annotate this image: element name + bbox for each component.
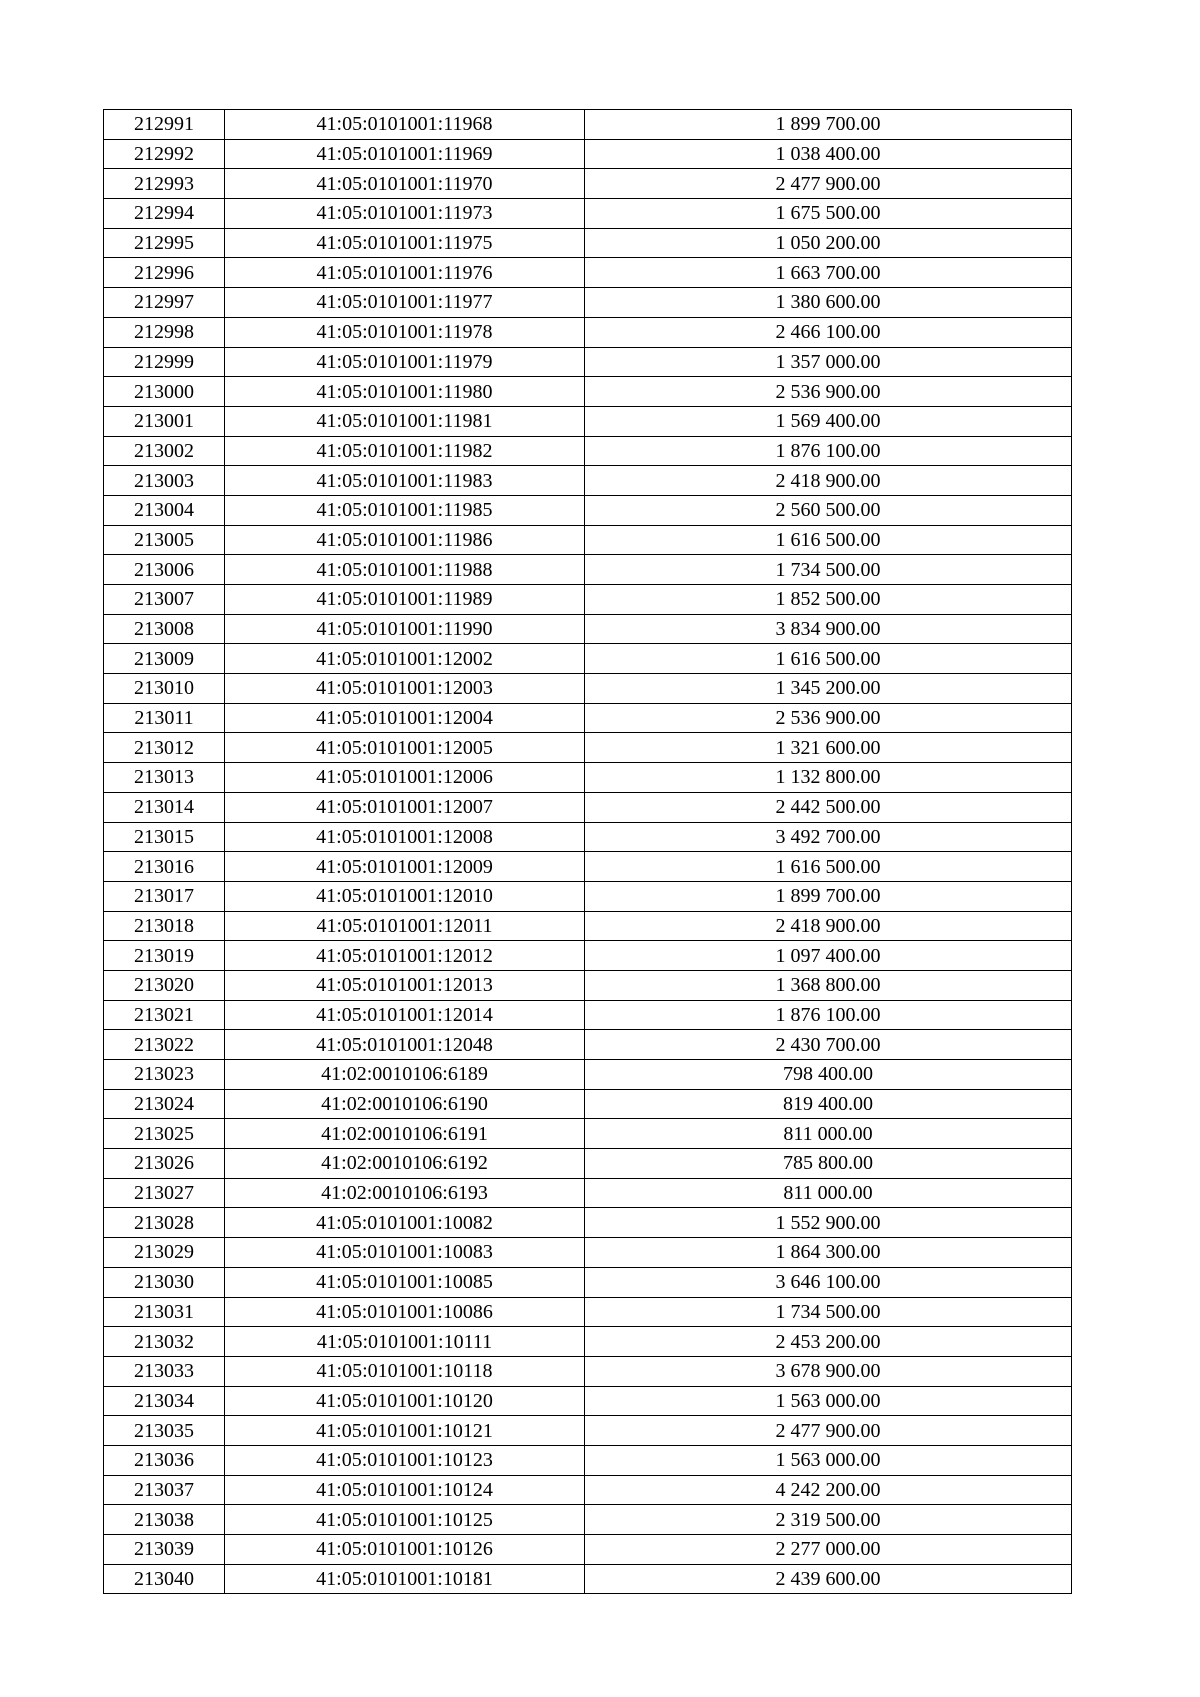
cadastral-value-cell: 3 678 900.00 — [585, 1356, 1072, 1386]
cadastral-value-cell: 1 663 700.00 — [585, 258, 1072, 288]
table-row — [104, 1208, 1072, 1238]
cadastral-value-cell: 1 616 500.00 — [585, 525, 1072, 555]
table-row — [104, 911, 1072, 941]
row-number-cell: 213029 — [104, 1238, 225, 1268]
row-number-cell: 213026 — [104, 1149, 225, 1179]
cadastral-number-cell: 41:05:0101001:10126 — [225, 1535, 585, 1565]
cadastral-value-cell: 2 536 900.00 — [585, 703, 1072, 733]
cadastral-number-cell: 41:02:0010106:6189 — [225, 1060, 585, 1090]
cadastral-number-cell: 41:05:0101001:12003 — [225, 674, 585, 704]
cadastral-number-cell: 41:05:0101001:12048 — [225, 1030, 585, 1060]
table-row — [104, 110, 1072, 140]
cadastral-number-cell: 41:05:0101001:12005 — [225, 733, 585, 763]
row-number-cell: 213039 — [104, 1535, 225, 1565]
row-number-cell: 213013 — [104, 763, 225, 793]
cadastral-number-cell: 41:05:0101001:11986 — [225, 525, 585, 555]
cadastral-value-cell: 1 097 400.00 — [585, 941, 1072, 971]
table-row — [104, 1564, 1072, 1594]
cadastral-value-cell: 819 400.00 — [585, 1089, 1072, 1119]
cadastral-value-table — [103, 109, 1072, 1594]
cadastral-value-cell: 1 563 000.00 — [585, 1445, 1072, 1475]
table-row — [104, 852, 1072, 882]
row-number-cell: 212998 — [104, 317, 225, 347]
row-number-cell: 213011 — [104, 703, 225, 733]
table-row — [104, 228, 1072, 258]
cadastral-number-cell: 41:05:0101001:10085 — [225, 1267, 585, 1297]
row-number-cell: 213007 — [104, 585, 225, 615]
cadastral-value-cell: 3 646 100.00 — [585, 1267, 1072, 1297]
cadastral-value-cell: 2 536 900.00 — [585, 377, 1072, 407]
cadastral-value-cell: 1 132 800.00 — [585, 763, 1072, 793]
table-row — [104, 792, 1072, 822]
cadastral-number-cell: 41:05:0101001:10083 — [225, 1238, 585, 1268]
row-number-cell: 212994 — [104, 199, 225, 229]
row-number-cell: 213012 — [104, 733, 225, 763]
row-number-cell: 213038 — [104, 1505, 225, 1535]
table-row — [104, 1297, 1072, 1327]
table-row — [104, 1149, 1072, 1179]
row-number-cell: 213030 — [104, 1267, 225, 1297]
row-number-cell: 213018 — [104, 911, 225, 941]
table-row — [104, 288, 1072, 318]
row-number-cell: 212999 — [104, 347, 225, 377]
cadastral-number-cell: 41:05:0101001:11981 — [225, 406, 585, 436]
cadastral-value-cell: 1 357 000.00 — [585, 347, 1072, 377]
cadastral-number-cell: 41:05:0101001:11985 — [225, 495, 585, 525]
cadastral-value-cell: 1 734 500.00 — [585, 555, 1072, 585]
row-number-cell: 212995 — [104, 228, 225, 258]
cadastral-value-cell: 2 439 600.00 — [585, 1564, 1072, 1594]
row-number-cell: 213014 — [104, 792, 225, 822]
row-number-cell: 213008 — [104, 614, 225, 644]
cadastral-number-cell: 41:05:0101001:11989 — [225, 585, 585, 615]
cadastral-value-cell: 1 552 900.00 — [585, 1208, 1072, 1238]
cadastral-value-cell: 811 000.00 — [585, 1178, 1072, 1208]
row-number-cell: 213017 — [104, 881, 225, 911]
cadastral-value-cell: 1 569 400.00 — [585, 406, 1072, 436]
cadastral-value-cell: 2 442 500.00 — [585, 792, 1072, 822]
table-row — [104, 169, 1072, 199]
cadastral-number-cell: 41:05:0101001:11968 — [225, 110, 585, 140]
cadastral-number-cell: 41:05:0101001:11988 — [225, 555, 585, 585]
table-row — [104, 406, 1072, 436]
cadastral-value-cell: 4 242 200.00 — [585, 1475, 1072, 1505]
table-row — [104, 466, 1072, 496]
table-row — [104, 1475, 1072, 1505]
table-row — [104, 703, 1072, 733]
table-row — [104, 822, 1072, 852]
row-number-cell: 213040 — [104, 1564, 225, 1594]
row-number-cell: 213002 — [104, 436, 225, 466]
table-row — [104, 614, 1072, 644]
cadastral-value-cell: 2 277 000.00 — [585, 1535, 1072, 1565]
cadastral-value-cell: 1 899 700.00 — [585, 110, 1072, 140]
table-row — [104, 495, 1072, 525]
row-number-cell: 213036 — [104, 1445, 225, 1475]
row-number-cell: 213025 — [104, 1119, 225, 1149]
row-number-cell: 213027 — [104, 1178, 225, 1208]
table-row — [104, 139, 1072, 169]
cadastral-number-cell: 41:05:0101001:10082 — [225, 1208, 585, 1238]
cadastral-number-cell: 41:05:0101001:10124 — [225, 1475, 585, 1505]
cadastral-number-cell: 41:02:0010106:6190 — [225, 1089, 585, 1119]
table-row — [104, 1178, 1072, 1208]
cadastral-number-cell: 41:05:0101001:12013 — [225, 970, 585, 1000]
cadastral-value-cell: 1 734 500.00 — [585, 1297, 1072, 1327]
cadastral-number-cell: 41:05:0101001:12006 — [225, 763, 585, 793]
table-row — [104, 1445, 1072, 1475]
cadastral-number-cell: 41:05:0101001:11982 — [225, 436, 585, 466]
cadastral-value-cell: 1 050 200.00 — [585, 228, 1072, 258]
cadastral-value-cell: 2 430 700.00 — [585, 1030, 1072, 1060]
cadastral-value-cell: 2 418 900.00 — [585, 911, 1072, 941]
row-number-cell: 213003 — [104, 466, 225, 496]
cadastral-value-cell: 1 899 700.00 — [585, 881, 1072, 911]
row-number-cell: 213033 — [104, 1356, 225, 1386]
cadastral-number-cell: 41:05:0101001:10086 — [225, 1297, 585, 1327]
cadastral-value-cell: 811 000.00 — [585, 1119, 1072, 1149]
table-row — [104, 1030, 1072, 1060]
table-row — [104, 674, 1072, 704]
table-row — [104, 347, 1072, 377]
cadastral-number-cell: 41:05:0101001:11975 — [225, 228, 585, 258]
cadastral-number-cell: 41:02:0010106:6192 — [225, 1149, 585, 1179]
cadastral-number-cell: 41:05:0101001:12009 — [225, 852, 585, 882]
table-row — [104, 1327, 1072, 1357]
row-number-cell: 213032 — [104, 1327, 225, 1357]
table-row — [104, 317, 1072, 347]
cadastral-value-cell: 1 616 500.00 — [585, 852, 1072, 882]
table-row — [104, 1000, 1072, 1030]
cadastral-number-cell: 41:05:0101001:12014 — [225, 1000, 585, 1030]
cadastral-value-cell: 2 466 100.00 — [585, 317, 1072, 347]
cadastral-value-cell: 1 368 800.00 — [585, 970, 1072, 1000]
row-number-cell: 213023 — [104, 1060, 225, 1090]
cadastral-value-cell: 1 321 600.00 — [585, 733, 1072, 763]
row-number-cell: 213006 — [104, 555, 225, 585]
table-row — [104, 1238, 1072, 1268]
cadastral-value-cell: 1 345 200.00 — [585, 674, 1072, 704]
row-number-cell: 213020 — [104, 970, 225, 1000]
row-number-cell: 213009 — [104, 644, 225, 674]
cadastral-number-cell: 41:05:0101001:12012 — [225, 941, 585, 971]
cadastral-value-cell: 3 492 700.00 — [585, 822, 1072, 852]
cadastral-value-cell: 2 418 900.00 — [585, 466, 1072, 496]
row-number-cell: 212991 — [104, 110, 225, 140]
cadastral-number-cell: 41:05:0101001:11977 — [225, 288, 585, 318]
row-number-cell: 213028 — [104, 1208, 225, 1238]
table-row — [104, 1416, 1072, 1446]
cadastral-number-cell: 41:02:0010106:6193 — [225, 1178, 585, 1208]
row-number-cell: 213004 — [104, 495, 225, 525]
cadastral-number-cell: 41:05:0101001:11970 — [225, 169, 585, 199]
cadastral-value-cell: 1 876 100.00 — [585, 436, 1072, 466]
table-row — [104, 585, 1072, 615]
cadastral-number-cell: 41:05:0101001:12011 — [225, 911, 585, 941]
row-number-cell: 212997 — [104, 288, 225, 318]
table-row — [104, 1356, 1072, 1386]
cadastral-value-cell: 2 319 500.00 — [585, 1505, 1072, 1535]
table-row — [104, 881, 1072, 911]
cadastral-number-cell: 41:05:0101001:10125 — [225, 1505, 585, 1535]
cadastral-number-cell: 41:05:0101001:12002 — [225, 644, 585, 674]
cadastral-number-cell: 41:05:0101001:11973 — [225, 199, 585, 229]
table-row — [104, 555, 1072, 585]
cadastral-value-cell: 2 477 900.00 — [585, 169, 1072, 199]
cadastral-number-cell: 41:02:0010106:6191 — [225, 1119, 585, 1149]
table-row — [104, 1119, 1072, 1149]
cadastral-number-cell: 41:05:0101001:12004 — [225, 703, 585, 733]
table-row — [104, 1386, 1072, 1416]
table-row — [104, 199, 1072, 229]
cadastral-number-cell: 41:05:0101001:10118 — [225, 1356, 585, 1386]
cadastral-number-cell: 41:05:0101001:10120 — [225, 1386, 585, 1416]
row-number-cell: 213015 — [104, 822, 225, 852]
cadastral-number-cell: 41:05:0101001:11978 — [225, 317, 585, 347]
cadastral-value-cell: 2 453 200.00 — [585, 1327, 1072, 1357]
table-row — [104, 525, 1072, 555]
table-row — [104, 436, 1072, 466]
row-number-cell: 213010 — [104, 674, 225, 704]
row-number-cell: 213034 — [104, 1386, 225, 1416]
cadastral-value-cell: 798 400.00 — [585, 1060, 1072, 1090]
table-row — [104, 763, 1072, 793]
cadastral-number-cell: 41:05:0101001:12010 — [225, 881, 585, 911]
cadastral-value-cell: 1 038 400.00 — [585, 139, 1072, 169]
cadastral-number-cell: 41:05:0101001:10121 — [225, 1416, 585, 1446]
table-row — [104, 733, 1072, 763]
cadastral-value-cell: 1 876 100.00 — [585, 1000, 1072, 1030]
table-row — [104, 970, 1072, 1000]
table-row — [104, 377, 1072, 407]
cadastral-number-cell: 41:05:0101001:11976 — [225, 258, 585, 288]
cadastral-value-cell: 3 834 900.00 — [585, 614, 1072, 644]
cadastral-number-cell: 41:05:0101001:10123 — [225, 1445, 585, 1475]
table-body — [104, 110, 1072, 1594]
cadastral-value-cell: 2 477 900.00 — [585, 1416, 1072, 1446]
table-row — [104, 644, 1072, 674]
cadastral-number-cell: 41:05:0101001:11980 — [225, 377, 585, 407]
table-row — [104, 1505, 1072, 1535]
cadastral-value-cell: 785 800.00 — [585, 1149, 1072, 1179]
table-row — [104, 941, 1072, 971]
cadastral-value-cell: 1 675 500.00 — [585, 199, 1072, 229]
row-number-cell: 213022 — [104, 1030, 225, 1060]
cadastral-number-cell: 41:05:0101001:11969 — [225, 139, 585, 169]
table-row — [104, 258, 1072, 288]
row-number-cell: 212993 — [104, 169, 225, 199]
cadastral-value-cell: 1 852 500.00 — [585, 585, 1072, 615]
row-number-cell: 213031 — [104, 1297, 225, 1327]
cadastral-value-cell: 1 616 500.00 — [585, 644, 1072, 674]
table-row — [104, 1089, 1072, 1119]
cadastral-number-cell: 41:05:0101001:12007 — [225, 792, 585, 822]
cadastral-value-cell: 1 380 600.00 — [585, 288, 1072, 318]
cadastral-value-cell: 2 560 500.00 — [585, 495, 1072, 525]
row-number-cell: 213024 — [104, 1089, 225, 1119]
table-row — [104, 1267, 1072, 1297]
row-number-cell: 212992 — [104, 139, 225, 169]
row-number-cell: 213016 — [104, 852, 225, 882]
cadastral-number-cell: 41:05:0101001:10181 — [225, 1564, 585, 1594]
table-row — [104, 1060, 1072, 1090]
row-number-cell: 213005 — [104, 525, 225, 555]
row-number-cell: 213021 — [104, 1000, 225, 1030]
row-number-cell: 212996 — [104, 258, 225, 288]
cadastral-number-cell: 41:05:0101001:12008 — [225, 822, 585, 852]
row-number-cell: 213001 — [104, 406, 225, 436]
row-number-cell: 213035 — [104, 1416, 225, 1446]
cadastral-value-cell: 1 563 000.00 — [585, 1386, 1072, 1416]
cadastral-number-cell: 41:05:0101001:11983 — [225, 466, 585, 496]
cadastral-number-cell: 41:05:0101001:11979 — [225, 347, 585, 377]
row-number-cell: 213037 — [104, 1475, 225, 1505]
cadastral-number-cell: 41:05:0101001:10111 — [225, 1327, 585, 1357]
row-number-cell: 213019 — [104, 941, 225, 971]
cadastral-number-cell: 41:05:0101001:11990 — [225, 614, 585, 644]
row-number-cell: 213000 — [104, 377, 225, 407]
cadastral-value-cell: 1 864 300.00 — [585, 1238, 1072, 1268]
table-row — [104, 1535, 1072, 1565]
